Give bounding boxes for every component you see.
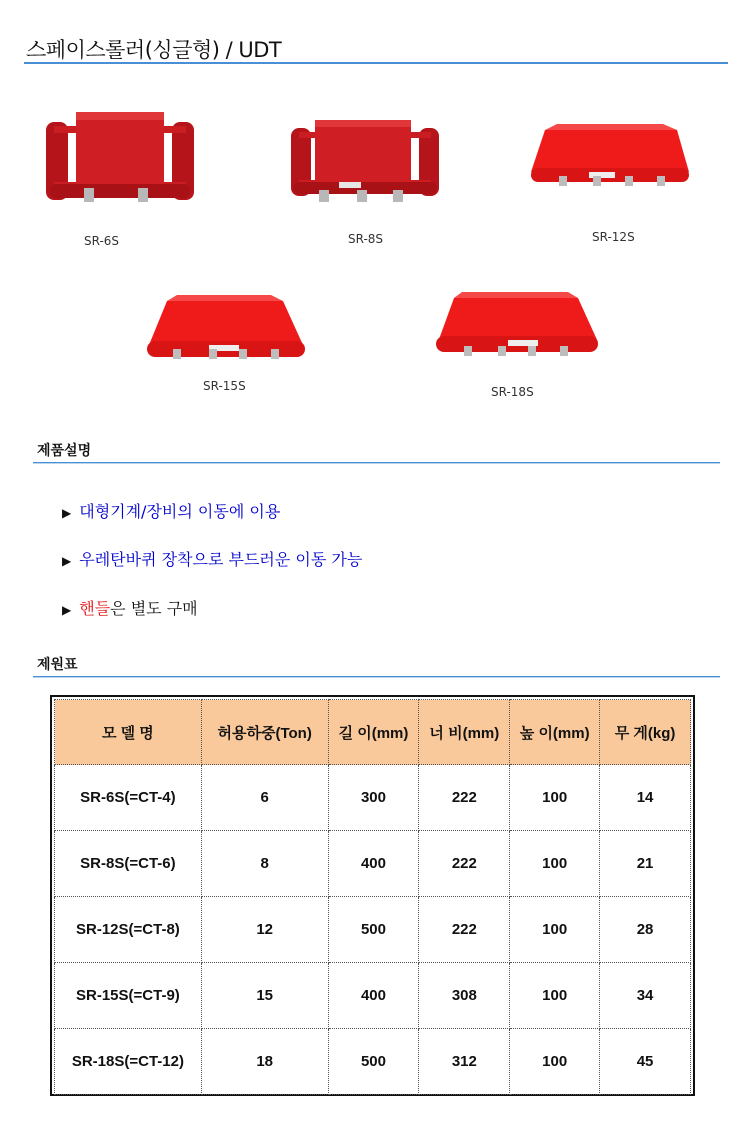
cell-model: SR-6S(=CT-4) bbox=[55, 765, 202, 831]
cell-load: 6 bbox=[201, 765, 328, 831]
roller-image bbox=[432, 292, 602, 364]
triangle-bullet-icon: ▶ bbox=[62, 603, 72, 617]
cell-height: 100 bbox=[510, 765, 600, 831]
section-title-description: 제품설명 bbox=[37, 443, 92, 459]
cell-height: 100 bbox=[510, 1029, 600, 1095]
header-load: 허용하중(Ton) bbox=[201, 700, 328, 765]
cell-height: 100 bbox=[510, 897, 600, 963]
table-row bbox=[55, 831, 691, 897]
header-length: 길 이(mm) bbox=[328, 700, 419, 765]
cell-length: 300 bbox=[328, 765, 419, 831]
cell-model: SR-8S(=CT-6) bbox=[55, 831, 202, 897]
section-title-specs: 제원표 bbox=[37, 657, 78, 673]
cell-model: SR-12S(=CT-8) bbox=[55, 897, 202, 963]
header-width: 너 비(mm) bbox=[419, 700, 510, 765]
section-divider bbox=[33, 676, 720, 677]
feature-item bbox=[62, 499, 280, 522]
feature-item bbox=[62, 596, 198, 619]
cell-weight: 45 bbox=[600, 1029, 691, 1095]
table-row bbox=[55, 963, 691, 1029]
product-label: SR-8S bbox=[348, 232, 384, 246]
cell-width: 308 bbox=[419, 963, 510, 1029]
table-row bbox=[55, 1029, 691, 1095]
roller-image bbox=[143, 295, 309, 367]
cell-load: 15 bbox=[201, 963, 328, 1029]
product-label: SR-12S bbox=[592, 230, 635, 244]
feature-text: 은 별도 구매 bbox=[110, 599, 198, 618]
page-title: 스페이스롤러(싱글형) / UDT bbox=[26, 38, 282, 62]
header-weight: 무 게(kg) bbox=[600, 700, 691, 765]
product-sr-8s bbox=[285, 120, 445, 246]
title-divider bbox=[24, 62, 728, 64]
cell-model: SR-18S(=CT-12) bbox=[55, 1029, 202, 1095]
cell-weight: 28 bbox=[600, 897, 691, 963]
cell-width: 222 bbox=[419, 831, 510, 897]
triangle-bullet-icon: ▶ bbox=[62, 554, 72, 568]
cell-weight: 34 bbox=[600, 963, 691, 1029]
table-row bbox=[55, 897, 691, 963]
cell-height: 100 bbox=[510, 963, 600, 1029]
product-sr-15s bbox=[143, 295, 309, 393]
section-divider bbox=[33, 462, 720, 463]
feature-text: 우레탄바퀴 장착으로 부드러운 이동 가능 bbox=[79, 550, 363, 569]
cell-width: 222 bbox=[419, 897, 510, 963]
cell-height: 100 bbox=[510, 831, 600, 897]
product-label: SR-15S bbox=[203, 379, 246, 393]
cell-load: 8 bbox=[201, 831, 328, 897]
table-header-row bbox=[55, 700, 691, 765]
feature-item bbox=[62, 547, 362, 570]
cell-length: 500 bbox=[328, 1029, 419, 1095]
roller-image bbox=[285, 120, 445, 206]
product-sr-12s bbox=[527, 122, 693, 244]
cell-width: 222 bbox=[419, 765, 510, 831]
header-height: 높 이(mm) bbox=[510, 700, 600, 765]
spec-table bbox=[54, 699, 691, 1095]
feature-text: 대형기계/장비의 이동에 이용 bbox=[79, 502, 281, 521]
cell-length: 400 bbox=[328, 831, 419, 897]
cell-load: 12 bbox=[201, 897, 328, 963]
product-label: SR-18S bbox=[491, 385, 534, 399]
cell-weight: 21 bbox=[600, 831, 691, 897]
table-row bbox=[55, 765, 691, 831]
triangle-bullet-icon: ▶ bbox=[62, 506, 72, 520]
header-model: 모 델 명 bbox=[55, 700, 202, 765]
cell-length: 500 bbox=[328, 897, 419, 963]
product-sr-6s bbox=[40, 112, 200, 248]
cell-weight: 14 bbox=[600, 765, 691, 831]
spec-table-frame bbox=[50, 695, 695, 1096]
cell-length: 400 bbox=[328, 963, 419, 1029]
cell-model: SR-15S(=CT-9) bbox=[55, 963, 202, 1029]
cell-load: 18 bbox=[201, 1029, 328, 1095]
roller-image bbox=[527, 122, 693, 192]
feature-text-highlight: 핸들 bbox=[79, 599, 111, 618]
roller-image bbox=[40, 112, 200, 208]
cell-width: 312 bbox=[419, 1029, 510, 1095]
product-sr-18s bbox=[432, 292, 602, 399]
product-label: SR-6S bbox=[84, 234, 120, 248]
